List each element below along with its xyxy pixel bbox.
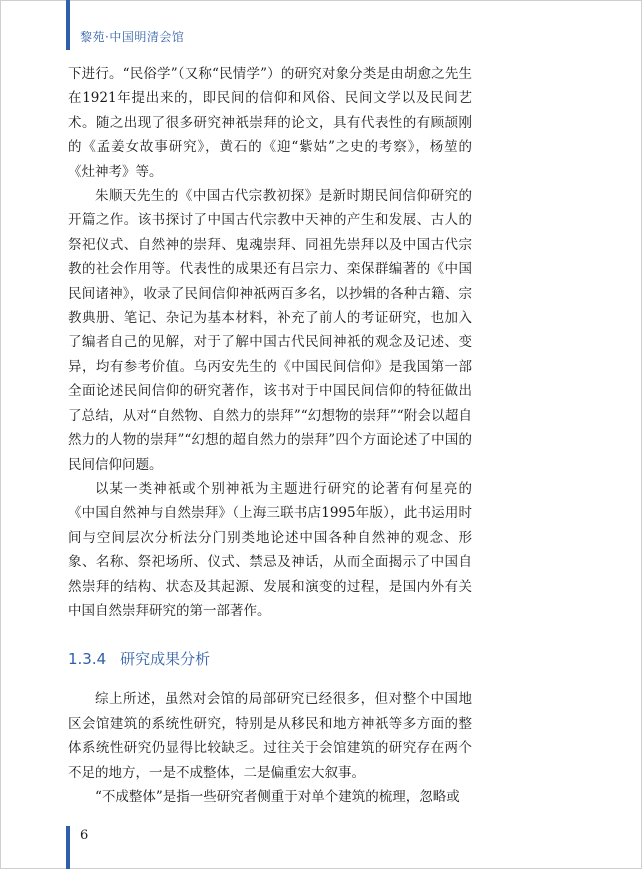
page-number: 6 [80,828,89,843]
header-accent-bar [66,0,70,50]
body-paragraph: 以某一类神祇或个别神祇为主题进行研究的论著有何星亮的《中国自然神与自然崇拜》（上海三联书店1995年版），此书运用时间与空间层次分析法分门别类地论述中国各种自然神的观念、形象、名称、祭祀场所、仪式、禁忌及神话，从而全面揭示了中国自然崇拜的结构、状态及其起源、发展和演变的过程，是国内外有关中国自然崇拜研究的第一部著作。 [68,480,472,619]
section-number: 1.3.4 [68,650,107,669]
running-header-title: 黎苑·中国明清会馆 [80,30,185,44]
body-paragraph: 朱顺天先生的《中国古代宗教初探》是新时期民间信仰研究的开篇之作。该书探讨了中国古代宗教中天神的产生和发展、古人的祭祀仪式、自然神的崇拜、鬼魂崇拜、同祖先崇拜以及中国古代宗教的社会作用等。代表性的成果还有吕宗力、栾保群编著的《中国民间诸神》，收录了民间信仰神祇两百多名，以抄辑的各种古籍、宗教典册、笔记、杂记为基本材料，补充了前人的考证研究，也加入了编者自己的见解，对于了解中国古代民间神祇的观念及记述、变异，均有参考价值。乌丙安先生的《中国民间信仰》是我国第一部全面论述民间信仰的研究著作，该书对于中国民间信仰的特征做出了总结，从对“自然物、自然力的崇拜”“幻想物的崇拜”“附会以超自然力的人物的崇拜”“幻想的超自然力的崇拜”四个方面论述了中国的民间信仰问题。 [68,188,472,473]
body-paragraph: 综上所述，虽然对会馆的局部研究已经很多，但对整个中国地区会馆建筑的系统性研究，特别是从移民和地方神祇等多方面的整体系统性研究仍显得比较缺乏。过往关于会馆建筑的研究存在两个不足的地方，一是不成整体，二是偏重宏大叙事。 [68,691,472,781]
section-title: 研究成果分析 [120,650,211,669]
section-heading [68,647,472,671]
footer-accent-bar [66,826,70,869]
body-paragraph: “不成整体”是指一些研究者侧重于对单个建筑的梳理，忽略或 [95,788,460,805]
page-body [68,62,472,809]
body-paragraph-continued: 下进行。“民俗学”（又称“民情学”）的研究对象分类是由胡愈之先生在1921年提出来的，即民间的信仰和风俗、民间文学以及民间艺术。随之出现了很多研究神祇崇拜的论文，具有代表性的有顾颉刚的《孟姜女故事研究》，黄石的《迎“紫姑”之史的考察》，杨堃的《灶神考》等。 [68,66,472,180]
